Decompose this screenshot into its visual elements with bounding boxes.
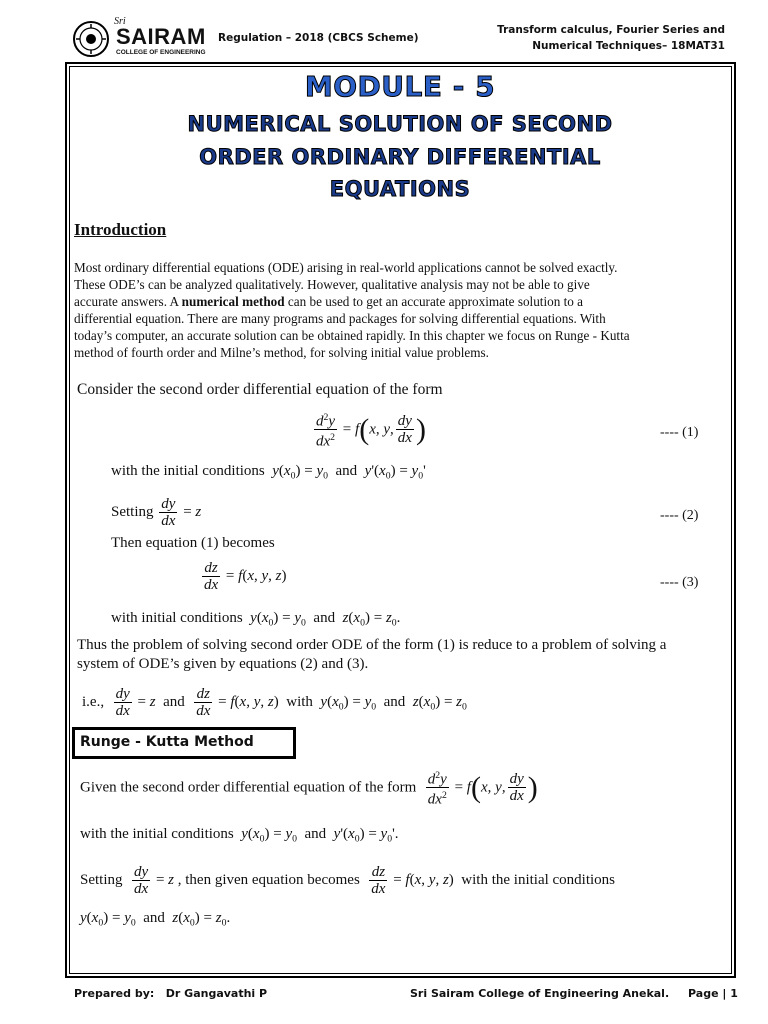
rk-given: Given the second order differential equation of the form $\frac{d^2y}{dx^2}$ = f(x, y, $\frac{dy}{dx}$ ) bbox=[80, 770, 538, 808]
intro-line: today’s computer, an accurate solution can be obtained rapidly. In this chapter we focus on Runge - Kutta bbox=[74, 328, 630, 343]
title-line3: EQUATIONS bbox=[329, 177, 471, 201]
title-line2: ORDER ORDINARY DIFFERENTIAL bbox=[199, 145, 601, 169]
seal-icon bbox=[72, 20, 110, 58]
equation-number-2: ---- (2) bbox=[660, 508, 699, 523]
rk-initial-conditions-2: $y(x_0) = y_0$ and $z(x_0) = z_0$. bbox=[80, 910, 231, 929]
title-line1: NUMERICAL SOLUTION OF SECOND bbox=[187, 112, 613, 136]
footer-prepared: Prepared by: Dr Gangavathi P bbox=[74, 987, 268, 1000]
logo-name: SAIRAM bbox=[116, 24, 206, 49]
consider-text: Consider the second order differential equation of the form bbox=[77, 381, 443, 398]
then-equation-text: Then equation (1) becomes bbox=[111, 535, 275, 551]
module-title: MODULE - 5 bbox=[304, 70, 496, 103]
intro-bold-term: numerical method bbox=[181, 294, 285, 309]
header-course-line1: Transform calculus, Fourier Series and bbox=[497, 24, 725, 36]
header-course-line2: Numerical Techniques– 18MAT31 bbox=[532, 40, 725, 52]
equation-3: $\frac{dz}{dx}$ = f(x, y, z) bbox=[204, 560, 287, 593]
rk-initial-conditions: with the initial conditions $y(x_0) = y_0$ and $y'(x_0) = y_0'$. bbox=[80, 826, 399, 845]
ie-equation: i.e., $\frac{dy}{dx}$ = z and $\frac{dz}{dx}$ = f(x, y, z) with $y(x_0) = y_0$ and $z(x_0) = z_0$ bbox=[82, 686, 467, 719]
equation-number-1: ---- (1) bbox=[660, 425, 699, 440]
intro-line: Most ordinary differential equations (ODE) arising in real-world applications cannot be solved exactly. bbox=[74, 260, 618, 275]
intro-line: differential equation. There are many programs and packages for solving differential equations. With bbox=[74, 311, 606, 326]
rk-setting: Setting $\frac{dy}{dx}$ = z , then given equation becomes $\frac{dz}{dx}$ = f(x, y, z) with the initial conditions bbox=[80, 864, 616, 897]
thus-line1: Thus the problem of solving second order ODE of the form (1) is reduce to a problem of solving a bbox=[77, 637, 667, 653]
equation-1: $\frac{d^2y}{dx^2}$ = f(x, y, $\frac{dy}{dx}$ ) bbox=[316, 412, 426, 450]
intro-line: method of fourth order and Milne’s method, for solving initial value problems. bbox=[74, 345, 489, 360]
logo-college: COLLEGE OF ENGINEERING bbox=[116, 49, 206, 56]
intro-paragraph bbox=[74, 259, 734, 361]
setting-equation-2: Setting $\frac{dy}{dx}$ = z bbox=[111, 496, 202, 529]
initial-conditions-1: with the initial conditions $y(x_0) = y_0$ and $y'(x_0) = y_0'$ bbox=[111, 463, 426, 482]
thus-line2: system of ODE’s given by equations (2) and (3). bbox=[77, 656, 369, 672]
logo-sri: Sri bbox=[114, 16, 126, 27]
footer-page: Page | 1 bbox=[688, 987, 738, 1000]
equation-number-3: ---- (3) bbox=[660, 575, 699, 590]
footer-college: Sri Sairam College of Engineering Anekal. bbox=[410, 987, 670, 1000]
initial-conditions-2: with initial conditions $y(x_0) = y_0$ and $z(x_0) = z_0$. bbox=[111, 610, 401, 629]
intro-line: accurate answers. A numerical method can be used to get an accurate approximate solution to a bbox=[74, 294, 584, 309]
intro-heading: Introduction bbox=[74, 220, 167, 239]
intro-line: These ODE’s can be analyzed qualitatively. However, qualitative analysis may not be able to give bbox=[74, 277, 590, 292]
college-logo bbox=[72, 16, 206, 60]
header-regulation: Regulation – 2018 (CBCS Scheme) bbox=[218, 32, 419, 44]
rk-heading: Runge - Kutta Method bbox=[80, 734, 254, 750]
